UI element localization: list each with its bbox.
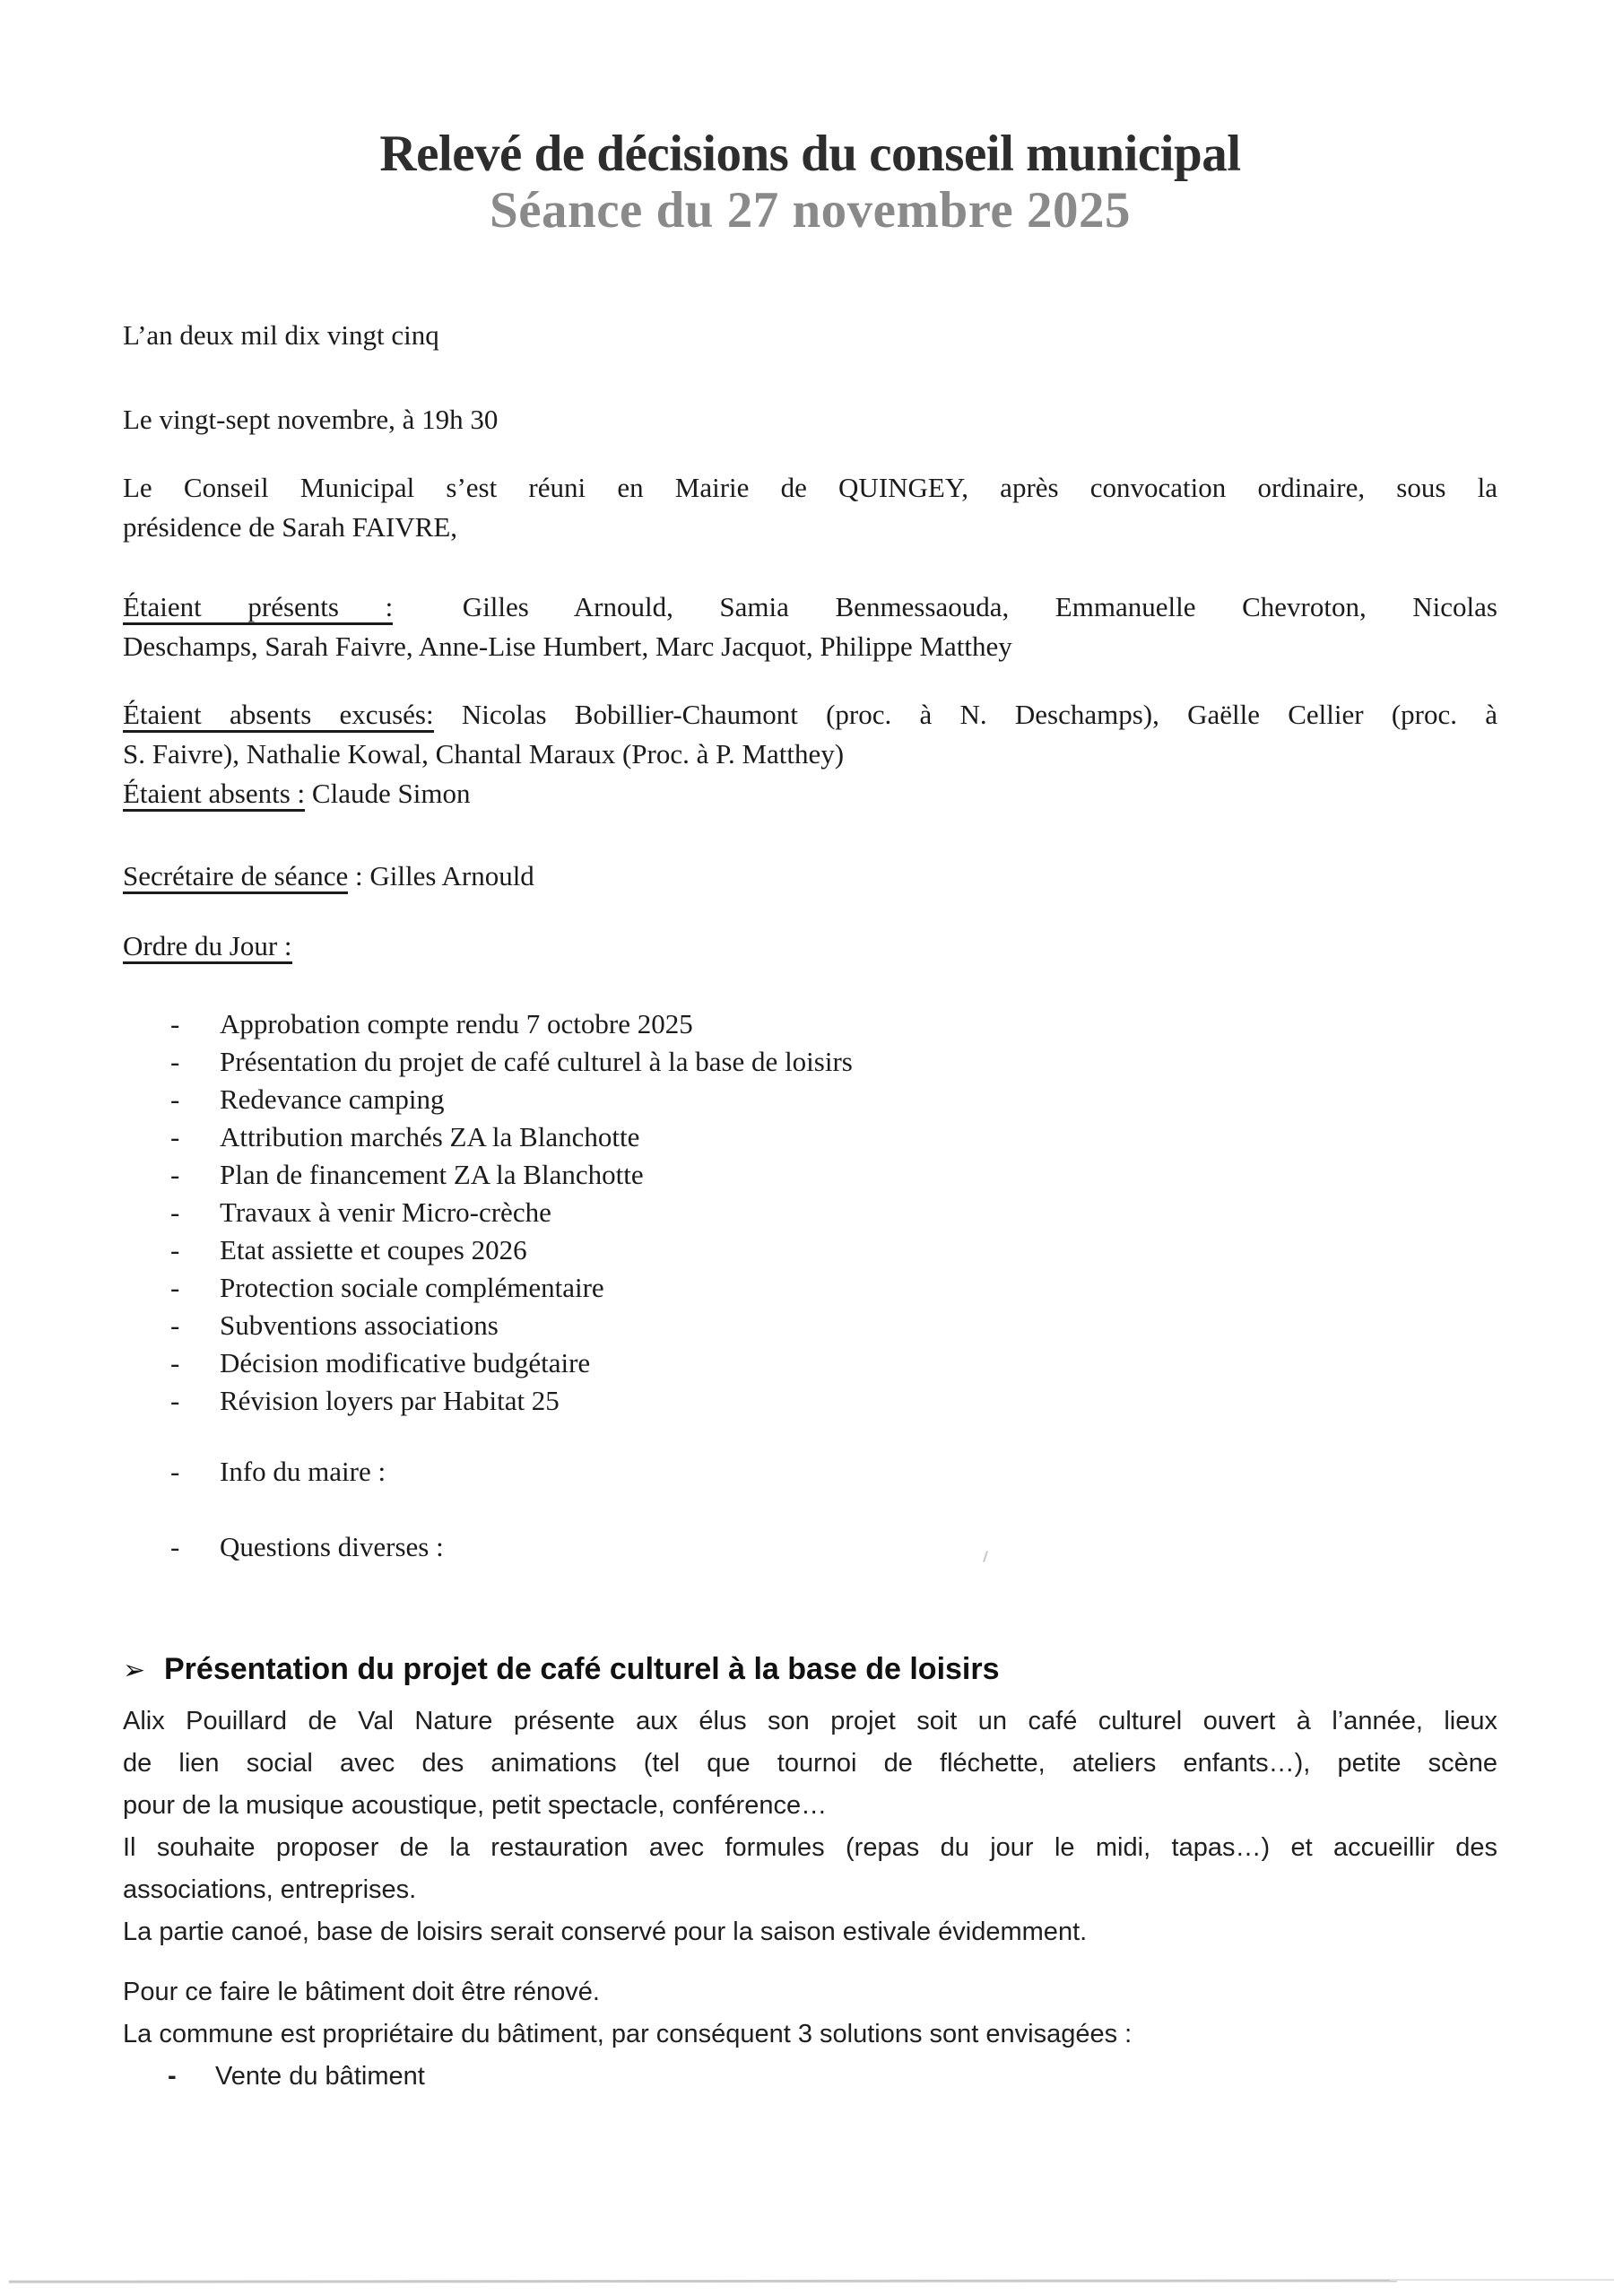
line-year: L’an deux mil dix vingt cinq: [123, 319, 439, 351]
agenda-item: [170, 1307, 1497, 1344]
agenda-item-label: Plan de financement ZA la Blanchotte: [220, 1159, 644, 1190]
paragraph-line: Alix Pouillard de Val Nature présente aux élus son projet soit un café culturel ouvert à l’année, lieux: [123, 1707, 1497, 1735]
solution-item-label: Vente du bâtiment: [215, 2062, 425, 2091]
line-date: Le vingt-sept novembre, à 19h 30: [123, 404, 499, 435]
agenda-item-label: Révision loyers par Habitat 25: [220, 1385, 560, 1416]
document-content: [123, 0, 1497, 2098]
bullet-dash: -: [170, 1531, 180, 1562]
bullet-dash: -: [170, 1272, 180, 1303]
section-paragraph-4: Pour ce faire le bâtiment doit être rénové.: [123, 1978, 600, 2006]
agenda-item-label: Décision modificative budgétaire: [220, 1347, 591, 1378]
bullet-dash: -: [170, 1121, 180, 1152]
secretary-line: [123, 857, 1497, 896]
secretary-label: Secrétaire de séance: [123, 860, 348, 894]
convocation-line: présidence de Sarah FAIVRE,: [123, 511, 458, 543]
agenda-item-label: Etat assiette et coupes 2026: [220, 1234, 527, 1265]
arrow-bullet-icon: ➢: [123, 1656, 146, 1685]
bullet-dash: -: [170, 1347, 180, 1378]
agenda-heading-label: Ordre du Jour :: [123, 930, 292, 964]
bullet-dash: -: [170, 1309, 180, 1341]
absent-paragraph: [123, 695, 1497, 813]
scan-edge-line-tail: [1390, 2279, 1614, 2281]
convocation-line: Le Conseil Municipal s’est réuni en Mairie de QUINGEY, après convocation ordinaire, sous la: [123, 472, 1497, 503]
agenda-item: [170, 1269, 1497, 1307]
section-paragraph-3: La partie canoé, base de loisirs serait conservé pour la saison estivale évidemment.: [123, 1918, 1088, 1946]
bullet-dash: -: [170, 1159, 180, 1190]
bullet-dash: -: [170, 1083, 180, 1115]
agenda-item-label: Questions diverses :: [220, 1531, 444, 1562]
section-paragraph-5: La commune est propriétaire du bâtiment, par conséquent 3 solutions sont envisagées :: [123, 2020, 1133, 2048]
present-line-1: [123, 587, 1497, 627]
present-names-1: Gilles Arnould, Samia Benmessaouda, Emmanuelle Chevroton, Nicolas: [416, 591, 1497, 622]
agenda-list: [123, 1005, 1497, 1420]
document-title: Relevé de décisions du conseil municipal: [379, 126, 1241, 182]
agenda-item-label: Attribution marchés ZA la Blanchotte: [220, 1121, 640, 1152]
agenda-item: [170, 1382, 1497, 1420]
agenda-item-label: Info du maire :: [220, 1456, 386, 1487]
absent-line: [123, 774, 1497, 813]
section-heading: [123, 1647, 1497, 1693]
section-paragraph-2: [123, 1827, 1497, 1911]
solution-item: [168, 2056, 1497, 2098]
paragraph-line: de lien social avec des animations (tel que tournoi de fléchette, ateliers enfants…), petite scène: [123, 1749, 1497, 1778]
agenda-item-questions-diverses: [170, 1528, 1497, 1566]
absent-excused-line-1: [123, 695, 1497, 735]
session-subtitle: Séance du 27 novembre 2025: [490, 182, 1131, 239]
agenda-heading: [123, 926, 1497, 966]
bullet-dash: -: [170, 1008, 180, 1039]
agenda-item: [170, 1344, 1497, 1382]
absent-excused-line-2: S. Faivre), Nathalie Kowal, Chantal Maraux (Proc. à P. Matthey): [123, 738, 845, 770]
bullet-dash: -: [170, 1456, 180, 1487]
agenda-item-label: Présentation du projet de café culturel à la base de loisirs: [220, 1046, 853, 1077]
bullet-dash: -: [170, 1385, 180, 1416]
bullet-dash: -: [170, 1046, 180, 1077]
bullet-dash: -: [170, 1196, 180, 1228]
agenda-item: [170, 1194, 1497, 1231]
bullet-dash: -: [168, 2062, 177, 2091]
section-paragraph-1: [123, 1700, 1497, 1827]
convocation-paragraph: [123, 468, 1497, 547]
present-paragraph: [123, 587, 1497, 666]
agenda-item: [170, 1231, 1497, 1269]
bullet-dash: -: [170, 1234, 180, 1265]
scan-edge-line: [9, 2279, 1397, 2283]
agenda-item-label: Approbation compte rendu 7 octobre 2025: [220, 1008, 693, 1039]
agenda-item-label: Redevance camping: [220, 1083, 445, 1115]
agenda-item-label: Subventions associations: [220, 1309, 499, 1341]
paragraph-line: pour de la musique acoustique, petit spectacle, conférence…: [123, 1791, 828, 1820]
agenda-item: [170, 1005, 1497, 1043]
agenda-item: [170, 1043, 1497, 1081]
agenda-item-label: Protection sociale complémentaire: [220, 1272, 604, 1303]
absent-label: Étaient absents :: [123, 778, 305, 812]
absent-name: Claude Simon: [305, 778, 471, 809]
section-heading-label: Présentation du projet de café culturel à la base de loisirs: [164, 1652, 1000, 1686]
secretary-name: : Gilles Arnould: [348, 860, 534, 891]
paragraph-line: Il souhaite proposer de la restauration avec formules (repas du jour le midi, tapas…) et accueillir des: [123, 1833, 1497, 1862]
agenda-item: [170, 1118, 1497, 1156]
agenda-item: [170, 1156, 1497, 1194]
agenda-item: [170, 1081, 1497, 1118]
present-label: Étaient présents :: [123, 591, 393, 625]
present-line-2: Deschamps, Sarah Faivre, Anne-Lise Humbert, Marc Jacquot, Philippe Matthey: [123, 631, 1012, 662]
paragraph-line: associations, entreprises.: [123, 1875, 417, 1904]
absent-excused-label: Étaient absents excusés:: [123, 699, 434, 733]
absent-excused-names-1: Nicolas Bobillier-Chaumont (proc. à N. Deschamps), Gaëlle Cellier (proc. à: [433, 699, 1498, 730]
agenda-item-info-maire: [170, 1453, 1497, 1491]
agenda-item-label: Travaux à venir Micro-crèche: [220, 1196, 551, 1228]
